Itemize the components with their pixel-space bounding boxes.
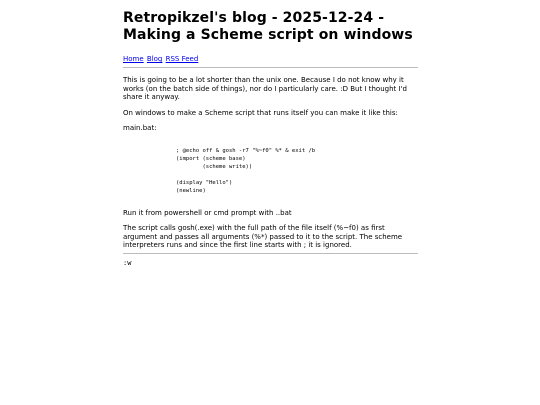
page-title: Retropikzel's blog - 2025-12-24 - Making a Scheme script on windows xyxy=(123,10,413,43)
page-content xyxy=(123,10,418,267)
intro-paragraph: This is going to be a lot shorter than the unix one. Because I do not know why it works (on the batch side of things), nor do I particularly care. :D But I thought I'd share it anyway. xyxy=(123,76,407,101)
run-paragraph: Run it from powershell or cmd prompt with ..bat xyxy=(123,208,292,217)
filename-label: main.bat: xyxy=(123,124,157,132)
explanation-paragraph: The script calls gosh(.exe) with the full path of the file itself (%~f0) as first argument and passes all arguments (%*) passed to it to the script. The scheme interpreters runs and since the first line starts with ; it is ignored. xyxy=(123,224,403,249)
code-block: ; @echo off & gosh -r7 "%~f0" %* & exit /b (import (scheme base) (scheme write)) (display "Hello") (newline) xyxy=(176,147,316,194)
header-divider xyxy=(123,67,418,68)
nav-blog-link[interactable]: Blog xyxy=(146,55,163,63)
howto-paragraph: On windows to make a Scheme script that runs itself you can make it like this: xyxy=(123,108,398,117)
nav-home-link[interactable]: Home xyxy=(123,55,144,63)
footer-divider xyxy=(123,253,418,254)
nav-links xyxy=(123,55,418,64)
nav-rss-link[interactable]: RSS Feed xyxy=(165,55,199,63)
footer-signature: :w xyxy=(123,258,132,267)
